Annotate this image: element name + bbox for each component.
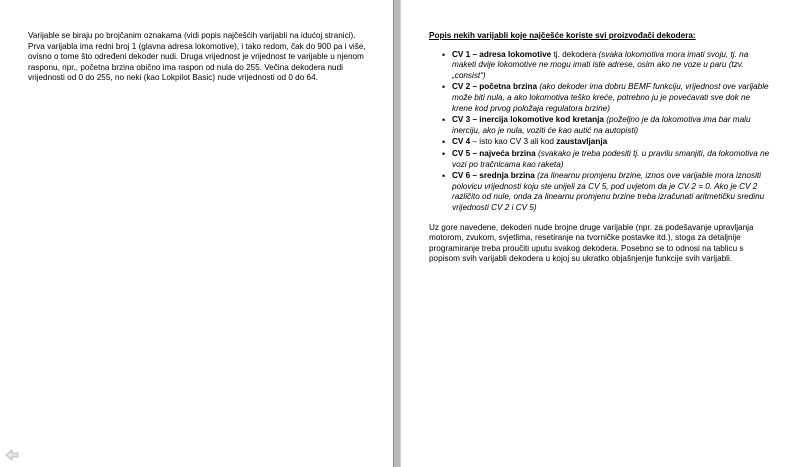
right-content xyxy=(429,31,771,265)
list-item xyxy=(452,149,771,170)
list-item xyxy=(452,171,771,213)
right-page xyxy=(401,0,800,467)
cv-plain: – isto kao CV 3 ali kod xyxy=(470,137,557,147)
left-arrow-icon[interactable] xyxy=(5,449,19,461)
cv-label: CV 5 – najveća brzina xyxy=(452,148,536,158)
list-item xyxy=(452,137,771,148)
cv-note: (svakako je treba podesiti tj. u pravilu smanjiti, da lokomotiva ne vozi po tračnicama kao raketa) xyxy=(452,148,770,169)
list-heading: Popis nekih varijabli koje najčešće koriste svi proizvođači dekodera: xyxy=(429,31,696,40)
cv-note: (ako dekoder ima dobru BEMF funkciju, vrijednost ove varijable može biti nula, a ako lokomotiva teško kreće, potrebno ju je povećavati sve dok ne krene kod prvog položaja regulatora brzine) xyxy=(452,82,769,113)
list-item xyxy=(452,50,771,82)
cv-label: CV 2 – početna brzina xyxy=(452,82,538,92)
page-gutter xyxy=(393,0,401,467)
cv-list xyxy=(429,50,771,214)
cv-note: (za linearnu promjenu brzine, iznos ove varijable mora iznositi polovicu vrijednosti koju ste unijeli za CV 5, pod uvjetom da je CV 2 = 0. Ako je CV 2 različito od nule, onda za linearnu promjenu brzine treba izračunati aritmetičku sredinu vrijednosti CV 2 i CV 5) xyxy=(452,171,765,212)
cv-label: CV 1 – adresa lokomotive xyxy=(452,49,552,59)
list-item xyxy=(452,115,771,136)
cv-bold-tail: zaustavljanja xyxy=(556,137,608,147)
cv-plain: tj. dekodera xyxy=(551,49,599,59)
cv-note: (poželjno je da lokomotiva ima bar malu inerciju, ako je nula, voziti će kao autić na autopisti) xyxy=(452,115,751,135)
cv-label: CV 4 xyxy=(452,137,471,147)
cv-label: CV 6 – srednja brzina xyxy=(452,171,535,181)
left-paragraph: Varijable se biraju po brojčanim oznakama (vidi popis najčešćih varijabli na idućoj stranici). Prva varijabla ima redni broj 1 (glavna adresa lokomotive), i tako redom, čak do 900 pa i više, ovisno o tome što određeni dekoder nudi. Druga vrijednost je vrijednost te varijable u njenom rasponu, npr., početna brzina obično ima raspon od nula do 255. Večina dekodera nudi vrijednosti od 0 do 255, no neki (kao Lokpilot Basic) nude vrijednosti od 0 do 64. xyxy=(28,31,366,83)
summary-paragraph: Uz gore navedene, dekoderi nude brojne druge varijable (npr. za podešavanje upravljanja motorom, zvukom, svjetlima, resetiranje na tvorničke postavke itd.), stoga za detaljnije programiranje treba proučiti uputu svakog dekodera. Posebno se to odnosi na tablicu s popisom svih varijabli dekodera u kojoj su ukratko objašnjenje funkcije svih varijabli. xyxy=(429,222,754,264)
left-page xyxy=(0,0,393,467)
cv-label: CV 3 – inercija lokomotive kod kretanja xyxy=(452,115,604,125)
cv-note: (svaka lokomotiva mora imati svoju, tj. na maketi dvije lokomotive ne mogu imati iste adrese, osim ako ne voze u paru (tzv. „consist“) xyxy=(452,49,749,80)
list-item xyxy=(452,82,771,114)
